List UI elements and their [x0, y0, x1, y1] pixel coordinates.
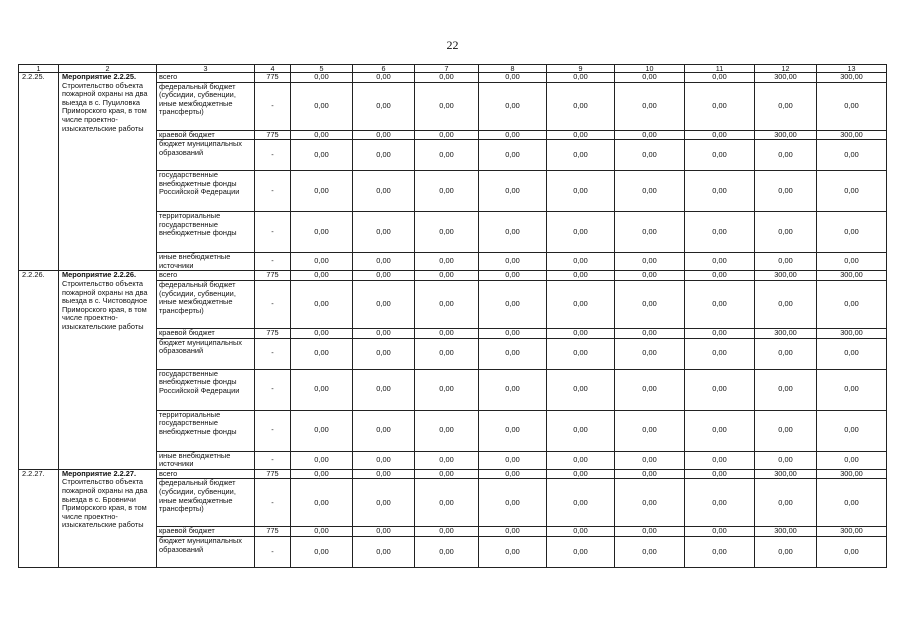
value-cell: 0,00 [547, 536, 615, 567]
value-cell: 0,00 [353, 451, 415, 469]
value-cell: 0,00 [817, 410, 887, 451]
header-cell: 1 [19, 65, 59, 73]
value-cell: 0,00 [415, 73, 479, 83]
item-number: 2.2.26. [19, 271, 59, 469]
value-cell: 0,00 [685, 410, 755, 451]
value-cell: 0,00 [291, 369, 353, 410]
funding-source: бюджет муниципальных образований [157, 140, 255, 171]
value-cell: 300,00 [817, 271, 887, 281]
value-cell: 0,00 [817, 253, 887, 271]
code-cell: - [255, 479, 291, 527]
value-cell: 0,00 [291, 253, 353, 271]
code-cell: - [255, 171, 291, 212]
value-cell: 0,00 [547, 369, 615, 410]
code-cell: - [255, 536, 291, 567]
value-cell: 0,00 [291, 271, 353, 281]
value-cell: 0,00 [479, 410, 547, 451]
value-cell: 0,00 [615, 73, 685, 83]
value-cell: 0,00 [353, 271, 415, 281]
value-cell: 300,00 [755, 271, 817, 281]
funding-source: территориальные государственные внебюджетные фонды [157, 212, 255, 253]
code-cell: - [255, 82, 291, 130]
value-cell: 0,00 [547, 451, 615, 469]
value-cell: 0,00 [755, 479, 817, 527]
item-description [59, 469, 157, 567]
funding-source: государственные внебюджетные фонды Российской Федерации [157, 171, 255, 212]
funding-source: бюджет муниципальных образований [157, 536, 255, 567]
value-cell: 0,00 [353, 171, 415, 212]
value-cell: 0,00 [415, 536, 479, 567]
table-body [19, 73, 887, 568]
value-cell: 0,00 [479, 171, 547, 212]
code-cell: - [255, 338, 291, 369]
value-cell: 0,00 [755, 280, 817, 328]
value-cell: 0,00 [353, 73, 415, 83]
value-cell: 0,00 [291, 451, 353, 469]
value-cell: 0,00 [755, 369, 817, 410]
code-cell: - [255, 369, 291, 410]
value-cell: 0,00 [479, 280, 547, 328]
header-row [19, 65, 887, 73]
value-cell: 0,00 [685, 328, 755, 338]
value-cell: 0,00 [479, 271, 547, 281]
value-cell: 0,00 [415, 253, 479, 271]
code-cell: - [255, 140, 291, 171]
header-cell: 7 [415, 65, 479, 73]
value-cell: 0,00 [615, 369, 685, 410]
header-cell: 3 [157, 65, 255, 73]
value-cell: 0,00 [817, 140, 887, 171]
value-cell: 300,00 [755, 130, 817, 140]
funding-source: краевой бюджет [157, 328, 255, 338]
code-cell: - [255, 280, 291, 328]
value-cell: 0,00 [353, 140, 415, 171]
code-cell: 775 [255, 271, 291, 281]
value-cell: 300,00 [817, 130, 887, 140]
value-cell: 0,00 [415, 140, 479, 171]
value-cell: 300,00 [755, 527, 817, 537]
item-number: 2.2.27. [19, 469, 59, 567]
code-cell: 775 [255, 130, 291, 140]
value-cell: 0,00 [291, 536, 353, 567]
value-cell: 0,00 [415, 328, 479, 338]
value-cell: 0,00 [817, 451, 887, 469]
value-cell: 0,00 [291, 130, 353, 140]
value-cell: 0,00 [291, 82, 353, 130]
value-cell: 0,00 [615, 171, 685, 212]
header-cell: 9 [547, 65, 615, 73]
value-cell: 0,00 [547, 338, 615, 369]
value-cell: 0,00 [291, 328, 353, 338]
item-text: Строительство объекта пожарной охраны на два выезда в с. Чистоводное Приморского края, в том числе проектно-изыскательские работы [62, 278, 148, 331]
funding-source: федеральный бюджет (субсидии, субвенции, иные межбюджетные трансферты) [157, 479, 255, 527]
header-cell: 13 [817, 65, 887, 73]
header-cell: 12 [755, 65, 817, 73]
value-cell: 300,00 [817, 469, 887, 479]
value-cell: 0,00 [353, 369, 415, 410]
value-cell: 0,00 [615, 338, 685, 369]
value-cell: 0,00 [415, 527, 479, 537]
value-cell: 0,00 [547, 410, 615, 451]
value-cell: 0,00 [353, 338, 415, 369]
value-cell: 0,00 [615, 82, 685, 130]
value-cell: 0,00 [415, 82, 479, 130]
code-cell: - [255, 451, 291, 469]
table-row [19, 73, 887, 83]
funding-source: государственные внебюджетные фонды Российской Федерации [157, 369, 255, 410]
value-cell: 0,00 [685, 338, 755, 369]
value-cell: 0,00 [755, 253, 817, 271]
value-cell: 0,00 [547, 280, 615, 328]
value-cell: 0,00 [479, 82, 547, 130]
value-cell: 0,00 [615, 527, 685, 537]
code-cell: - [255, 253, 291, 271]
code-cell: 775 [255, 328, 291, 338]
item-title: Мероприятие 2.2.27. [62, 469, 137, 478]
item-number: 2.2.25. [19, 73, 59, 271]
value-cell: 300,00 [817, 328, 887, 338]
value-cell: 0,00 [547, 212, 615, 253]
value-cell: 0,00 [817, 338, 887, 369]
value-cell: 0,00 [755, 171, 817, 212]
value-cell: 0,00 [685, 130, 755, 140]
value-cell: 0,00 [479, 479, 547, 527]
funding-source: иные внебюджетные источники [157, 253, 255, 271]
value-cell: 0,00 [547, 328, 615, 338]
code-cell: 775 [255, 527, 291, 537]
value-cell: 300,00 [755, 469, 817, 479]
value-cell: 0,00 [479, 338, 547, 369]
value-cell: 0,00 [547, 271, 615, 281]
value-cell: 0,00 [547, 82, 615, 130]
value-cell: 0,00 [479, 130, 547, 140]
value-cell: 0,00 [479, 73, 547, 83]
page-number: 22 [446, 38, 459, 52]
value-cell: 0,00 [615, 328, 685, 338]
value-cell: 0,00 [353, 212, 415, 253]
value-cell: 0,00 [615, 140, 685, 171]
item-description [59, 73, 157, 271]
value-cell: 0,00 [479, 469, 547, 479]
value-cell: 0,00 [817, 82, 887, 130]
value-cell: 0,00 [291, 140, 353, 171]
funding-source: иные внебюджетные источники [157, 451, 255, 469]
budget-table [18, 64, 887, 568]
value-cell: 0,00 [685, 527, 755, 537]
header-cell: 5 [291, 65, 353, 73]
value-cell: 0,00 [817, 536, 887, 567]
value-cell: 0,00 [353, 253, 415, 271]
header-cell: 10 [615, 65, 685, 73]
value-cell: 0,00 [547, 171, 615, 212]
value-cell: 0,00 [615, 280, 685, 328]
value-cell: 0,00 [353, 527, 415, 537]
value-cell: 300,00 [817, 73, 887, 83]
value-cell: 0,00 [615, 271, 685, 281]
value-cell: 0,00 [615, 479, 685, 527]
funding-source: территориальные государственные внебюджетные фонды [157, 410, 255, 451]
value-cell: 0,00 [685, 73, 755, 83]
value-cell: 0,00 [615, 253, 685, 271]
code-cell: 775 [255, 469, 291, 479]
value-cell: 0,00 [547, 479, 615, 527]
value-cell: 0,00 [685, 212, 755, 253]
value-cell: 0,00 [817, 479, 887, 527]
value-cell: 0,00 [291, 527, 353, 537]
table-row [19, 469, 887, 479]
funding-source: краевой бюджет [157, 130, 255, 140]
value-cell: 0,00 [615, 451, 685, 469]
value-cell: 0,00 [615, 130, 685, 140]
value-cell: 0,00 [685, 271, 755, 281]
value-cell: 300,00 [755, 328, 817, 338]
value-cell: 300,00 [755, 73, 817, 83]
value-cell: 0,00 [353, 280, 415, 328]
funding-source: всего [157, 73, 255, 83]
value-cell: 0,00 [479, 527, 547, 537]
code-cell: 775 [255, 73, 291, 83]
value-cell: 0,00 [291, 73, 353, 83]
value-cell: 0,00 [755, 536, 817, 567]
header-cell: 6 [353, 65, 415, 73]
value-cell: 0,00 [415, 469, 479, 479]
funding-source: всего [157, 469, 255, 479]
value-cell: 0,00 [353, 82, 415, 130]
header-cell: 8 [479, 65, 547, 73]
value-cell: 0,00 [755, 410, 817, 451]
value-cell: 0,00 [547, 130, 615, 140]
value-cell: 0,00 [817, 280, 887, 328]
value-cell: 0,00 [685, 171, 755, 212]
value-cell: 0,00 [291, 212, 353, 253]
value-cell: 0,00 [685, 82, 755, 130]
item-description [59, 271, 157, 469]
value-cell: 0,00 [817, 212, 887, 253]
code-cell: - [255, 212, 291, 253]
value-cell: 0,00 [615, 212, 685, 253]
value-cell: 0,00 [615, 469, 685, 479]
value-cell: 0,00 [479, 536, 547, 567]
value-cell: 0,00 [479, 369, 547, 410]
value-cell: 0,00 [685, 253, 755, 271]
funding-source: бюджет муниципальных образований [157, 338, 255, 369]
value-cell: 0,00 [353, 328, 415, 338]
value-cell: 0,00 [817, 369, 887, 410]
value-cell: 0,00 [685, 536, 755, 567]
value-cell: 0,00 [547, 253, 615, 271]
value-cell: 0,00 [479, 451, 547, 469]
value-cell: 0,00 [755, 338, 817, 369]
value-cell: 0,00 [547, 527, 615, 537]
header-cell: 4 [255, 65, 291, 73]
table-row [19, 271, 887, 281]
value-cell: 0,00 [817, 171, 887, 212]
value-cell: 0,00 [291, 280, 353, 328]
value-cell: 0,00 [685, 479, 755, 527]
value-cell: 0,00 [615, 410, 685, 451]
funding-source: федеральный бюджет (субсидии, субвенции, иные межбюджетные трансферты) [157, 82, 255, 130]
code-cell: - [255, 410, 291, 451]
value-cell: 0,00 [685, 140, 755, 171]
item-text: Строительство объекта пожарной охраны на два выезда в с. Пуциловка Приморского края, в том числе проектно-изыскательские работы [62, 80, 148, 133]
value-cell: 300,00 [817, 527, 887, 537]
value-cell: 0,00 [353, 479, 415, 527]
value-cell: 0,00 [755, 140, 817, 171]
value-cell: 0,00 [755, 451, 817, 469]
value-cell: 0,00 [615, 536, 685, 567]
value-cell: 0,00 [415, 130, 479, 140]
value-cell: 0,00 [685, 451, 755, 469]
value-cell: 0,00 [685, 469, 755, 479]
value-cell: 0,00 [353, 536, 415, 567]
value-cell: 0,00 [291, 410, 353, 451]
value-cell: 0,00 [415, 410, 479, 451]
header-cell: 2 [59, 65, 157, 73]
item-text: Строительство объекта пожарной охраны на два выезда в с. Бровничи Приморского края, в том числе проектно-изыскательские работы [62, 477, 148, 530]
value-cell: 0,00 [415, 479, 479, 527]
value-cell: 0,00 [415, 338, 479, 369]
value-cell: 0,00 [755, 212, 817, 253]
value-cell: 0,00 [291, 171, 353, 212]
value-cell: 0,00 [415, 369, 479, 410]
value-cell: 0,00 [547, 469, 615, 479]
value-cell: 0,00 [547, 140, 615, 171]
value-cell: 0,00 [685, 369, 755, 410]
funding-source: всего [157, 271, 255, 281]
value-cell: 0,00 [353, 130, 415, 140]
value-cell: 0,00 [291, 479, 353, 527]
value-cell: 0,00 [415, 171, 479, 212]
value-cell: 0,00 [547, 73, 615, 83]
value-cell: 0,00 [479, 212, 547, 253]
funding-source: федеральный бюджет (субсидии, субвенции, иные межбюджетные трансферты) [157, 280, 255, 328]
value-cell: 0,00 [415, 212, 479, 253]
value-cell: 0,00 [291, 338, 353, 369]
value-cell: 0,00 [685, 280, 755, 328]
value-cell: 0,00 [291, 469, 353, 479]
value-cell: 0,00 [415, 280, 479, 328]
value-cell: 0,00 [353, 469, 415, 479]
value-cell: 0,00 [755, 82, 817, 130]
header-cell: 11 [685, 65, 755, 73]
value-cell: 0,00 [479, 328, 547, 338]
value-cell: 0,00 [479, 140, 547, 171]
value-cell: 0,00 [479, 253, 547, 271]
value-cell: 0,00 [415, 451, 479, 469]
item-title: Мероприятие 2.2.25. [62, 72, 137, 81]
item-title: Мероприятие 2.2.26. [62, 270, 137, 280]
funding-source: краевой бюджет [157, 527, 255, 537]
value-cell: 0,00 [353, 410, 415, 451]
value-cell: 0,00 [415, 271, 479, 281]
